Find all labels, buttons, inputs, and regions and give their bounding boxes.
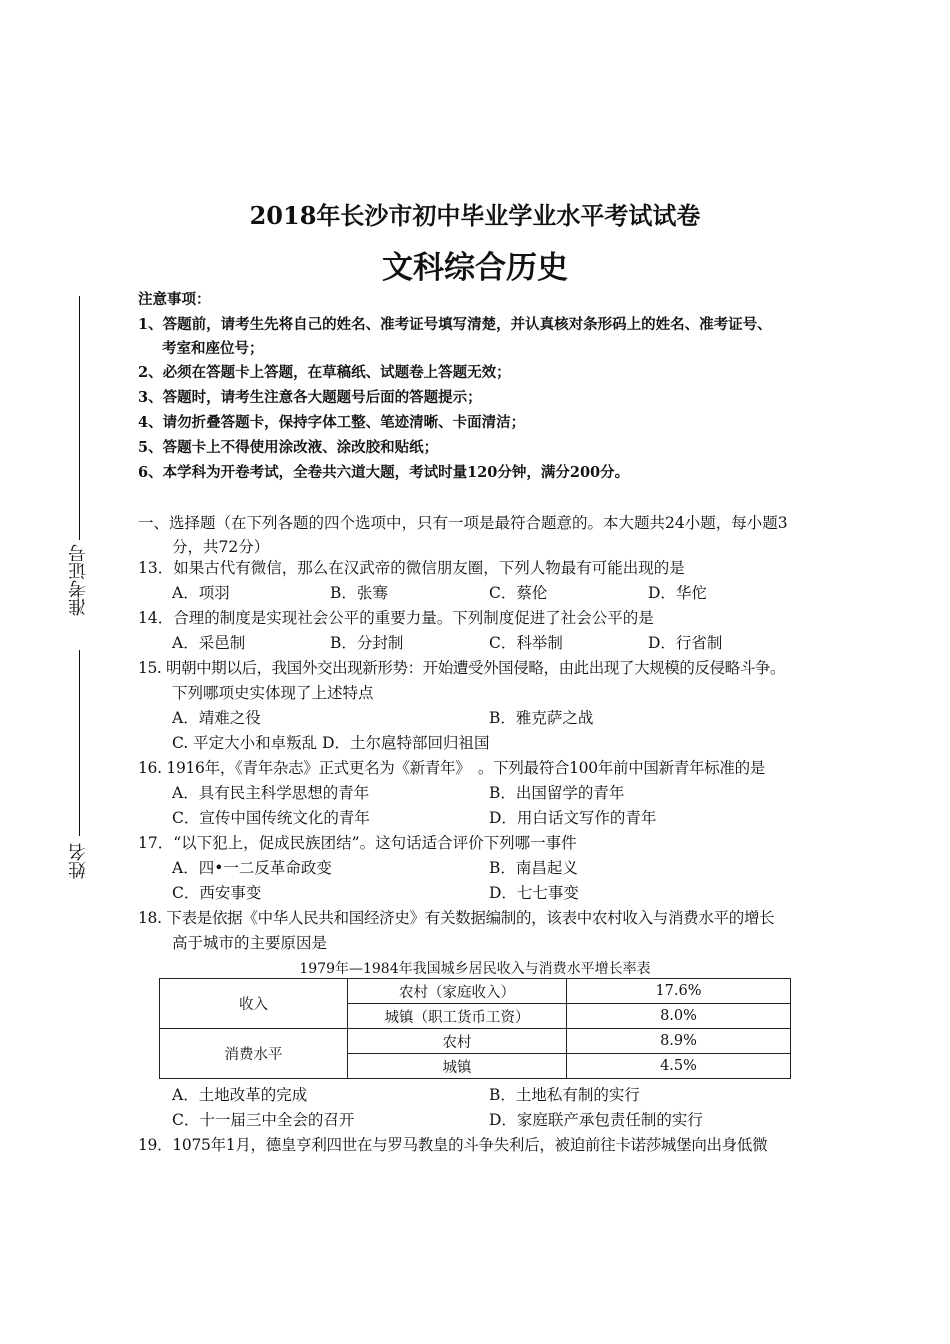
q14-option-c: C．科举制 xyxy=(489,634,563,652)
q16-option-a: A．具有民主科学思想的青年 xyxy=(172,784,370,802)
notice-item: 4、请勿折叠答题卡，保持字体工整、笔迹清晰、卡面清洁； xyxy=(138,414,526,431)
q16-option-d: D．用白话文写作的青年 xyxy=(489,809,657,827)
table-caption: 1979年—1984年我国城乡居民收入与消费水平增长率表 xyxy=(299,961,651,977)
q15-option-a: A．靖难之役 xyxy=(172,709,261,727)
table-cell: 农村 xyxy=(348,1029,567,1054)
question-14-stem: 14．合理的制度是实现社会公平的重要力量。下列制度促进了社会公平的是 xyxy=(138,609,654,627)
question-19-stem: 19．1075年1月，德皇亨利四世在与罗马教皇的斗争失利后，被迫前往卡诺莎城堡向出身低微 xyxy=(138,1136,768,1154)
q15-option-b: B．雅克萨之战 xyxy=(489,709,594,727)
q17-option-a: A．四•一二反革命政变 xyxy=(172,859,332,877)
q13-option-b: B．张骞 xyxy=(330,584,388,602)
q18-option-c: C．十一届三中全会的召开 xyxy=(172,1111,355,1129)
table-row xyxy=(160,979,791,1004)
binding-line-top xyxy=(79,296,80,540)
q13-option-c: C．蔡伦 xyxy=(489,584,548,602)
exam-subtitle: 文科综合历史 xyxy=(382,250,568,286)
section-heading-cont: 分，共72分） xyxy=(172,538,270,556)
table-cell: 8.0% xyxy=(567,1004,791,1029)
q14-option-b: B．分封制 xyxy=(330,634,404,652)
q17-option-c: C．西安事变 xyxy=(172,884,262,902)
question-13-stem: 13．如果古代有微信，那么在汉武帝的微信朋友圈，下列人物最有可能出现的是 xyxy=(138,559,685,577)
row-header-consumption: 消费水平 xyxy=(160,1029,348,1079)
q17-option-b: B．南昌起义 xyxy=(489,859,578,877)
table-cell: 4.5% xyxy=(567,1054,791,1079)
q18-option-b: B．土地私有制的实行 xyxy=(489,1086,640,1104)
table-cell: 8.9% xyxy=(567,1029,791,1054)
question-18-stem: 18. 下表是依据《中华人民共和国经济史》有关数据编制的，该表中农村收入与消费水平的增长 xyxy=(138,909,775,927)
q13-option-d: D．华佗 xyxy=(648,584,707,602)
q18-option-d: D．家庭联产承包责任制的实行 xyxy=(489,1111,703,1129)
question-17-stem: 17．“以下犯上，促成民族团结”。这句话适合评价下列哪一事件 xyxy=(138,834,577,852)
section-heading: 一、选择题（在下列各题的四个选项中，只有一项是最符合题意的。本大题共24小题，每小题3 xyxy=(138,514,788,532)
question-15-stem: 15. 明朝中期以后，我国外交出现新形势：开始遭受外国侵略，由此出现了大规模的反侵略斗争。 xyxy=(138,659,786,677)
notice-item: 5、答题卡上不得使用涂改液、涂改胶和贴纸； xyxy=(138,439,439,456)
notice-item: 6、本学科为开卷考试，全卷共六道大题，考试时量120分钟，满分200分。 xyxy=(138,464,630,481)
q16-option-b: B．出国留学的青年 xyxy=(489,784,625,802)
binding-line-middle xyxy=(79,650,80,836)
notice-item: 考室和座位号； xyxy=(162,340,264,357)
notice-item: 1、答题前，请考生先将自己的姓名、准考证号填写清楚，并认真核对条形码上的姓名、准考证号、 xyxy=(138,316,772,333)
q16-option-c: C．宣传中国传统文化的青年 xyxy=(172,809,370,827)
table-cell: 城镇（职工货币工资） xyxy=(348,1004,567,1029)
q15-option-cd: C. 平定大小和卓叛乱 D．土尔扈特部回归祖国 xyxy=(172,734,490,752)
question-15-stem-cont: 下列哪项史实体现了上述特点 xyxy=(172,684,374,702)
notice-item: 2、必须在答题卡上答题，在草稿纸、试题卷上答题无效； xyxy=(138,364,511,381)
name-label: 姓名 xyxy=(68,843,89,879)
notice-item: 3、答题时，请考生注意各大题题号后面的答题提示； xyxy=(138,389,482,406)
table-cell: 农村（家庭收入） xyxy=(348,979,567,1004)
table-row xyxy=(160,1029,791,1054)
q14-option-a: A．采邑制 xyxy=(172,634,246,652)
q17-option-d: D．七七事变 xyxy=(489,884,579,902)
question-18-stem-cont: 高于城市的主要原因是 xyxy=(172,934,328,952)
q13-option-a: A．项羽 xyxy=(172,584,230,602)
table-cell: 17.6% xyxy=(567,979,791,1004)
income-consumption-table xyxy=(159,978,791,1079)
q14-option-d: D．行省制 xyxy=(648,634,723,652)
table-cell: 城镇 xyxy=(348,1054,567,1079)
q18-option-a: A．土地改革的完成 xyxy=(172,1086,308,1104)
exam-id-label: 准考证号 xyxy=(68,544,89,616)
question-16-stem: 16. 1916年，《青年杂志》正式更名为《新青年》 。下列最符合100年前中国新青年标准的是 xyxy=(138,759,766,777)
notice-heading: 注意事项： xyxy=(138,291,211,308)
exam-title: 2018年长沙市初中毕业学业水平考试试卷 xyxy=(249,201,701,230)
row-header-income: 收入 xyxy=(160,979,348,1029)
